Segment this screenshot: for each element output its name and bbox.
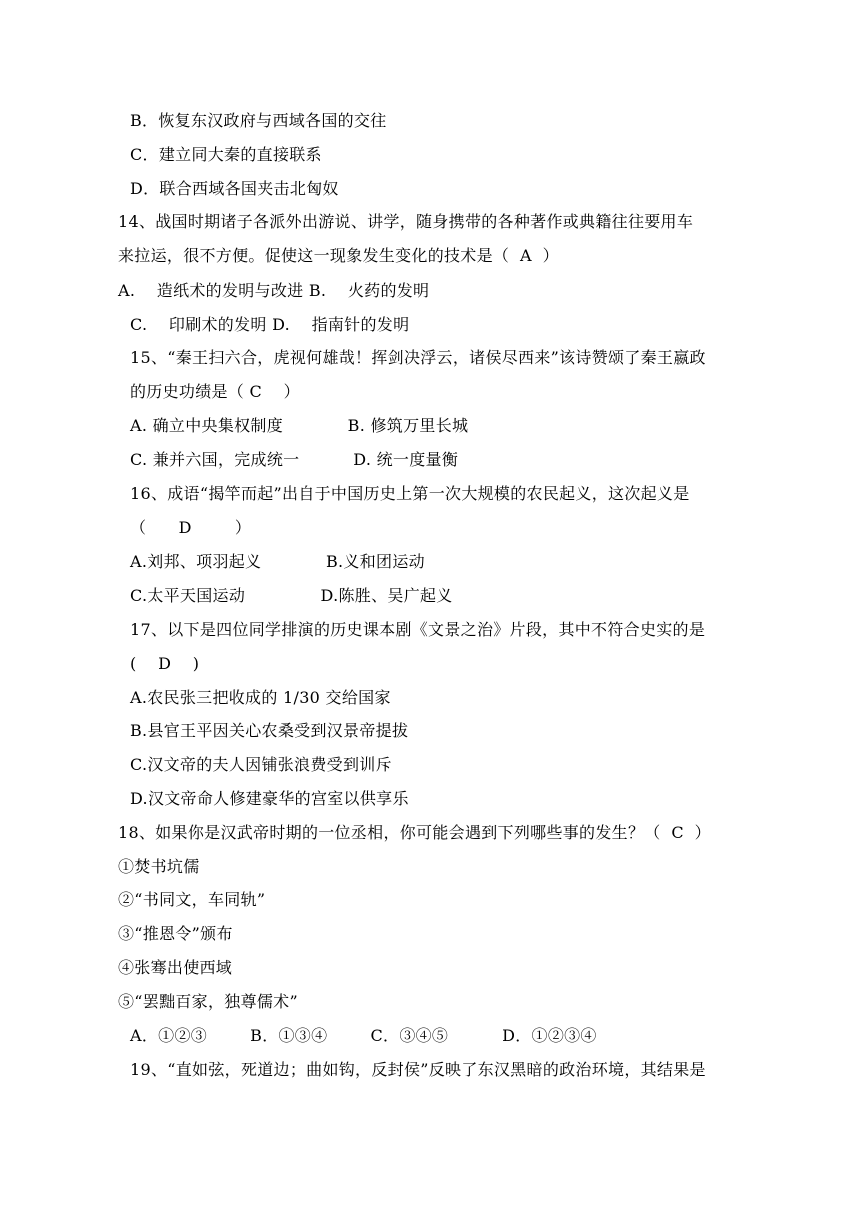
question-14-options-ab: A. 造纸术的发明与改进 B. 火药的发明 — [118, 281, 430, 300]
question-15-options-cd: C. 兼并六国，完成统一 D. 统一度量衡 — [130, 450, 459, 469]
question-14-stem: 14、战国时期诸子各派外出游说、讲学，随身携带的各种著作或典籍往往要用车 — [118, 212, 694, 231]
question-15-stem-cont: 的历史功绩是（ C ） — [130, 382, 300, 401]
question-17-option-a: A.农民张三把收成的 1/30 交给国家 — [130, 688, 391, 707]
question-17-option-c: C.汉文帝的夫人因铺张浪费受到训斥 — [130, 755, 392, 774]
question-16-answer: （ D ） — [130, 518, 252, 537]
question-17-option-d: D.汉文帝命人修建豪华的宫室以供享乐 — [130, 789, 409, 808]
question-14-options-cd: C. 印刷术的发明 D. 指南针的发明 — [130, 315, 410, 334]
question-14-stem-cont: 来拉运，很不方便。促使这一现象发生变化的技术是（ A ） — [118, 246, 559, 265]
question-17-option-b: B.县官王平因关心农桑受到汉景帝提拔 — [130, 721, 409, 740]
question-16-options-cd: C.太平天国运动 D.陈胜、吴广起义 — [130, 586, 453, 605]
question-18-stem: 18、如果你是汉武帝时期的一位丞相，你可能会遇到下列哪些事的发生？（ C ） — [118, 823, 711, 842]
question-17-stem: 17、以下是四位同学排演的历史课本剧《文景之治》片段，其中不符合史实的是 — [130, 620, 706, 639]
question-18-item-4: ④张骞出使西域 — [118, 958, 233, 977]
question-17-answer: ( D ) — [130, 654, 200, 673]
option-13-b: B．恢复东汉政府与西域各国的交往 — [130, 111, 387, 130]
option-13-d: D．联合西域各国夹击北匈奴 — [130, 179, 339, 198]
question-18-item-3: ③“推恩令”颁布 — [118, 924, 233, 943]
question-19-stem: 19、“直如弦，死道边；曲如钩，反封侯”反映了东汉黑暗的政治环境，其结果是 — [130, 1060, 706, 1079]
question-18-options: A．①②③ B．①③④ C．③④⑤ D．①②③④ — [130, 1026, 597, 1045]
question-16-stem: 16、成语“揭竿而起”出自于中国历史上第一次大规模的农民起义，这次起义是 — [130, 484, 690, 503]
question-18-item-5: ⑤“罢黜百家，独尊儒术” — [118, 992, 298, 1011]
question-15-options-ab: A. 确立中央集权制度 B. 修筑万里长城 — [130, 416, 469, 435]
option-13-c: C．建立同大秦的直接联系 — [130, 145, 322, 164]
question-16-options-ab: A.刘邦、项羽起义 B.义和团运动 — [130, 552, 425, 571]
question-15-stem: 15、“秦王扫六合，虎视何雄哉！挥剑决浮云，诸侯尽西来”该诗赞颂了秦王嬴政 — [130, 348, 706, 367]
question-18-item-1: ①焚书坑儒 — [118, 857, 200, 876]
question-18-item-2: ②“书同文，车同轨” — [118, 890, 266, 909]
